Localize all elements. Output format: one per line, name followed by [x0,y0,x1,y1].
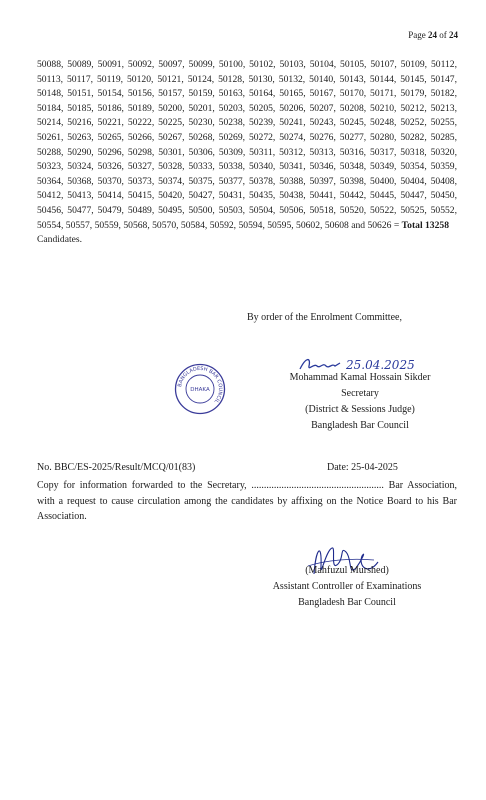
bar-council-seal [174,363,226,415]
secretary-rank: (District & Sessions Judge) [305,404,415,415]
roll-number-list [37,58,457,248]
memo-reference-line [37,462,457,473]
page-current: 24 [428,30,437,40]
signature-date: 25.04.2025 [346,358,415,372]
page-number [408,30,458,40]
order-statement: By order of the Enrolment Committee, [247,312,402,323]
memo-number: No. BBC/ES-2025/Result/MCQ/01(83) [37,462,196,473]
controller-name: (Mahfuzul Murshed) [305,565,389,576]
controller-org: Bangladesh Bar Council [298,597,396,608]
secretary-signature-block [282,370,438,434]
copy-forwarding-text: Copy for information forwarded to the Secretary, ..................................................... Bar Association, with a request to cause circulation among the candidates by affixing on the Notice Board to his Bar Association. [37,480,457,522]
page-prefix: Page [408,30,426,40]
seal-outer-text: BANGLADESH BAR COUNCIL [177,365,224,404]
secretary-org: Bangladesh Bar Council [311,420,409,431]
page-of: of [439,30,447,40]
page-total: 24 [449,30,458,40]
controller-title: Assistant Controller of Examinations [272,581,422,592]
memo-date: Date: 25-04-2025 [327,462,398,473]
controller-signature-block [262,563,432,611]
secretary-name: Mohammad Kamal Hossain Sikder [289,372,431,383]
roll-numbers-text: 50088, 50089, 50091, 50092, 50097, 50099, 50100, 50102, 50103, 50104, 50105, 50107, 50109, 50112, 50113, 50117, 50119, 50120, 50121, 50124, 50128, 50130, 50132, 50140, 50143, 50144, 50145, 50147, 50148, 50151, 50154, 50156, 50157, 50159, 50163, 50164, 50165, 50167, 50170, 50171, 50179, 50182, 50184, 50185, 50186, 50189, 50200, 50201, 50203, 50205, 50206, 50207, 50208, 50210, 50212, 50213, 50214, 50216, 50221, 50222, 50225, 50230, 50238, 50239, 50241, 50243, 50245, 50248, 50252, 50255, 50261, 50263, 50265, 50266, 50267, 50268, 50269, 50272, 50274, 50276, 50277, 50280, 50282, 50285, 50288, 50290, 50296, 50298, 50301, 50306, 50309, 50311, 50312, 50313, 50316, 50317, 50318, 50320, 50323, 50324, 50326, 50327, 50328, 50333, 50338, 50340, 50341, 50346, 50348, 50349, 50354, 50359, 50364, 50368, 50370, 50373, 50374, 50375, 50377, 50378, 50388, 50397, 50398, 50400, 50404, 50408, 50412, 50413, 50414, 50415, 50420, 50427, 50431, 50435, 50438, 50441, 50442, 50445, 50447, 50450, 50456, 50477, 50479, 50489, 50495, 50500, 50503, 50504, 50506, 50518, 50520, 50522, 50525, 50552, 50554, 50557, 50559, 50568, 50570, 50584, 50592, 50594, 50595, 50602, 50608 and 50626 = [37,59,457,231]
total-candidates: Total 13258 [401,219,449,231]
candidates-word: Candidates. [37,234,83,246]
seal-inner-text: DHAKA [190,387,210,393]
secretary-title: Secretary [341,388,379,399]
